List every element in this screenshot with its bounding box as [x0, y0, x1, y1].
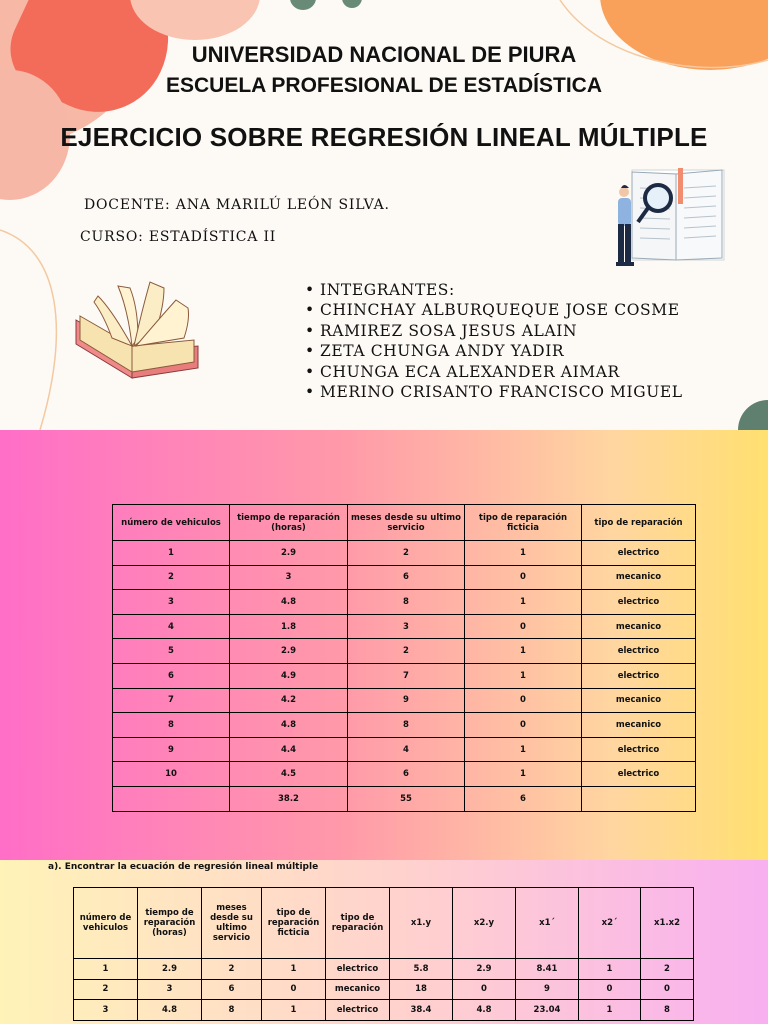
table-row: [113, 688, 696, 713]
column-header: x2.y: [453, 888, 516, 959]
table-cell: 0: [453, 979, 516, 1000]
table-cell: 4.9: [230, 663, 348, 688]
table-cell: 7: [348, 663, 465, 688]
table-row: [113, 663, 696, 688]
table-cell: 23.04: [516, 1000, 579, 1021]
table-cell: 3: [348, 614, 465, 639]
table-cell: electrico: [582, 541, 696, 566]
table-cell: 3: [138, 979, 202, 1000]
member-item: • CHINCHAY ALBURQUEQUE JOSE COSME: [305, 301, 680, 320]
column-header: x2´: [579, 888, 641, 959]
table-cell: 4.5: [230, 762, 348, 787]
column-header: x1.x2: [641, 888, 694, 959]
table-row: [74, 1000, 694, 1021]
table-cell: mecanico: [326, 979, 390, 1000]
table-row: [113, 614, 696, 639]
table-cell: electrico: [582, 762, 696, 787]
table-row: [113, 590, 696, 615]
table-cell: mecanico: [582, 614, 696, 639]
table-header-row: [74, 888, 694, 959]
table-cell: 8: [348, 713, 465, 738]
table-cell: 38.2: [230, 786, 348, 811]
table-cell: 2: [202, 959, 262, 980]
table-cell: mecanico: [582, 688, 696, 713]
table-row: [113, 737, 696, 762]
table-cell: 55: [348, 786, 465, 811]
member-item: • CHUNGA ECA ALEXANDER AIMAR: [305, 362, 620, 381]
table-cell: [113, 786, 230, 811]
open-book-icon: [72, 280, 202, 380]
table-cell: 0: [465, 565, 582, 590]
bullet: •: [305, 362, 315, 381]
cover-section: [0, 0, 768, 430]
regression-table: [73, 887, 694, 1021]
table-cell: electrico: [582, 639, 696, 664]
column-header: tipo de reparación: [582, 505, 696, 541]
table-cell: 9: [113, 737, 230, 762]
member-item: • ZETA CHUNGA ANDY YADIR: [305, 342, 565, 361]
table-cell: 2.9: [230, 541, 348, 566]
table-cell: 4.4: [230, 737, 348, 762]
table-cell: 8: [113, 713, 230, 738]
table-cell: 1: [579, 959, 641, 980]
course-label: CURSO: ESTADÍSTICA II: [80, 229, 277, 245]
table-row: [113, 639, 696, 664]
table-cell: 1: [262, 1000, 326, 1021]
column-header: número de vehiculos: [74, 888, 138, 959]
column-header: tipo de reparación: [326, 888, 390, 959]
reader-with-magnifier-icon: [604, 164, 734, 274]
table-cell: 8: [202, 1000, 262, 1021]
table-cell: electrico: [582, 737, 696, 762]
data-table: [112, 504, 696, 812]
table-cell: 3: [113, 590, 230, 615]
table-cell: 1: [465, 762, 582, 787]
table-cell: 9: [516, 979, 579, 1000]
table-cell: mecanico: [582, 565, 696, 590]
table-cell: 1: [465, 590, 582, 615]
table-row: [113, 713, 696, 738]
column-header: tiempo de reparación (horas): [138, 888, 202, 959]
member-item: • RAMIREZ SOSA JESUS ALAIN: [305, 321, 578, 340]
school-name: ESCUELA PROFESIONAL DE ESTADÍSTICA: [166, 74, 602, 97]
table-cell: 4.8: [230, 713, 348, 738]
table-cell: 1: [113, 541, 230, 566]
table-cell: 4.8: [138, 1000, 202, 1021]
table-cell: 2.9: [230, 639, 348, 664]
table-cell: electrico: [582, 663, 696, 688]
table-cell: 3: [230, 565, 348, 590]
table-cell: 0: [465, 688, 582, 713]
table-cell: 2: [348, 639, 465, 664]
university-name: UNIVERSIDAD NACIONAL DE PIURA: [191, 42, 577, 67]
table-cell: 1: [465, 541, 582, 566]
table-cell: [582, 786, 696, 811]
table-cell: 5: [113, 639, 230, 664]
table-cell: 2: [113, 565, 230, 590]
table-cell: 4.2: [230, 688, 348, 713]
table-row: [74, 979, 694, 1000]
bullet: •: [305, 383, 315, 402]
table-cell: 6: [113, 663, 230, 688]
table-cell: 1: [74, 959, 138, 980]
column-header: tiempo de reparación (horas): [230, 505, 348, 541]
table-cell: mecanico: [582, 713, 696, 738]
bullet: •: [305, 301, 315, 320]
table-cell: 3: [74, 1000, 138, 1021]
table-cell: 1: [465, 737, 582, 762]
table-cell: 1: [262, 959, 326, 980]
table-cell: 2.9: [453, 959, 516, 980]
table-cell: 6: [465, 786, 582, 811]
table-cell: 4: [113, 614, 230, 639]
table-header-row: [113, 505, 696, 541]
table-cell: 8: [641, 1000, 694, 1021]
table-cell: 4.8: [453, 1000, 516, 1021]
table-cell: electrico: [326, 1000, 390, 1021]
table-cell: 5.8: [390, 959, 453, 980]
members-heading: • INTEGRANTES:: [305, 281, 455, 299]
table-cell: 8: [348, 590, 465, 615]
section-a-title: a). Encontrar la ecuación de regresión lineal múltiple: [48, 862, 319, 872]
table-cell: 6: [348, 762, 465, 787]
table-cell: 6: [202, 979, 262, 1000]
table-row: [113, 541, 696, 566]
table-row: [113, 762, 696, 787]
table-cell: electrico: [326, 959, 390, 980]
table-cell: 1.8: [230, 614, 348, 639]
table-cell: 2: [74, 979, 138, 1000]
column-header: x1.y: [390, 888, 453, 959]
table-cell: 2: [348, 541, 465, 566]
table-cell: 0: [262, 979, 326, 1000]
table-cell: 0: [641, 979, 694, 1000]
column-header: meses desde su ultimo servicio: [202, 888, 262, 959]
table-cell: 9: [348, 688, 465, 713]
table-cell: 0: [465, 713, 582, 738]
column-header: número de vehiculos: [113, 505, 230, 541]
table-row: [74, 959, 694, 980]
table-cell: 4: [348, 737, 465, 762]
table-cell: 10: [113, 762, 230, 787]
column-header: tipo de reparación ficticia: [262, 888, 326, 959]
bullet: •: [305, 281, 315, 299]
table-cell: 0: [465, 614, 582, 639]
table-cell: 1: [465, 639, 582, 664]
column-header: tipo de reparación ficticia: [465, 505, 582, 541]
bullet: •: [305, 321, 315, 340]
table-cell: 7: [113, 688, 230, 713]
table-cell: 38.4: [390, 1000, 453, 1021]
table-cell: 18: [390, 979, 453, 1000]
table-cell: 0: [579, 979, 641, 1000]
table-cell: 2.9: [138, 959, 202, 980]
member-item: • MERINO CRISANTO FRANCISCO MIGUEL: [305, 383, 683, 402]
table-row: [113, 786, 696, 811]
column-header: x1´: [516, 888, 579, 959]
table-cell: 1: [579, 1000, 641, 1021]
table-row: [113, 565, 696, 590]
column-header: meses desde su ultimo servicio: [348, 505, 465, 541]
teacher-label: DOCENTE: ANA MARILÚ LEÓN SILVA.: [84, 197, 390, 213]
bullet: •: [305, 342, 315, 361]
table-cell: 1: [465, 663, 582, 688]
members-list: [305, 280, 683, 402]
table-cell: electrico: [582, 590, 696, 615]
table-cell: 6: [348, 565, 465, 590]
table-cell: 2: [641, 959, 694, 980]
table-cell: 8.41: [516, 959, 579, 980]
table-cell: 4.8: [230, 590, 348, 615]
page-title: EJERCICIO SOBRE REGRESIÓN LINEAL MÚLTIPLE: [60, 122, 708, 152]
